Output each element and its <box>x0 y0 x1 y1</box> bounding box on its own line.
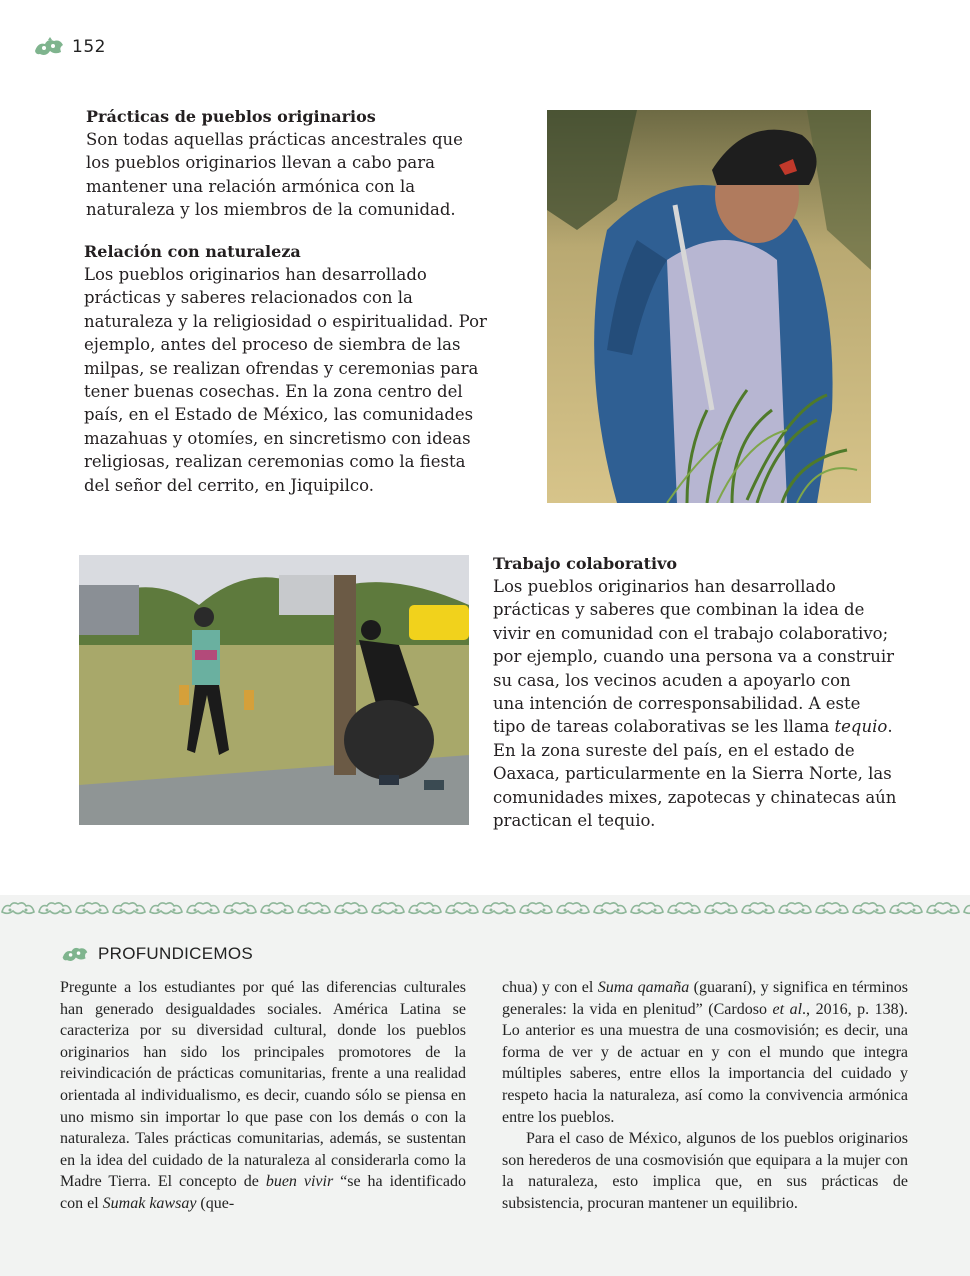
term-et-al: et al <box>772 1000 803 1018</box>
trabajo-line-tequio <box>493 715 913 738</box>
ornament-border <box>0 898 970 920</box>
trabajo-line: vivir en comunidad con el trabajo colaborativo; <box>493 623 889 643</box>
left-paragraph <box>60 977 466 1215</box>
trabajo-section <box>493 552 913 832</box>
trabajo-line: Oaxaca, particularmente en la Sierra Norte, las <box>493 764 892 784</box>
relacion-line: prácticas y saberes relacionados con la <box>84 288 413 308</box>
term-buen-vivir: buen vivir <box>265 1173 334 1191</box>
glyph-ornament-icon <box>60 944 90 964</box>
practicas-heading: Prácticas de pueblos originarios <box>86 107 376 126</box>
relacion-line: mazahuas y otomíes, en sincretismo con ideas <box>84 428 471 448</box>
profundicemos-right-column <box>502 977 908 1215</box>
profundicemos-title <box>60 944 253 964</box>
practicas-section <box>86 105 486 222</box>
trabajo-line: En la zona sureste del país, en el estado de <box>493 740 855 760</box>
text-run: (guaraní), y significa en términos generales: la vida en plenitud” (Cardoso <box>502 979 908 1018</box>
relacion-section <box>84 240 504 497</box>
trabajo-line: su casa, los vecinos acuden a apoyarlo con <box>493 670 851 690</box>
right-paragraph <box>502 977 908 1128</box>
right-paragraph-2: Para el caso de México, algunos de los pueblos originarios son herederos de una cosmovisión que equipara a la mujer con la naturaleza, esto implica que, en sus prácticas de subsistencia, procuran mantener un equilibrio. <box>502 1130 908 1212</box>
profundicemos-label: PROFUNDICEMOS <box>98 944 254 963</box>
trabajo-line: prácticas y saberes que combinan la idea de <box>493 600 865 620</box>
practicas-line: Son todas aquellas prácticas ancestrales que <box>86 130 463 149</box>
trabajo-line: una intención de corresponsabilidad. A este <box>493 694 861 714</box>
relacion-line: del señor del cerrito, en Jiquipilco. <box>84 475 374 495</box>
relacion-line: Los pueblos originarios han desarrollado <box>84 265 427 284</box>
text-run: “se ha identificado con el <box>60 1173 466 1212</box>
text-run: ., 2016, p. 138). Lo anterior es una muestra de una cosmovisión; es decir, una forma de ver y de actuar en y con el mundo que integra múltiples saberes, entre ellos la importancia del cuidado y respeto hacia la naturaleza, así como la convivencia armónica entre los pueblos. <box>502 1000 909 1126</box>
trabajo-line: comunidades mixes, zapotecas y chinatecas aún <box>493 787 897 807</box>
photo-man-pruning <box>547 110 871 503</box>
term-suma-qamana: Suma qamaña <box>597 979 690 996</box>
trabajo-line: por ejemplo, cuando una persona va a construir <box>493 647 894 667</box>
tequio-term: tequio <box>834 717 888 737</box>
trabajo-heading: Trabajo colaborativo <box>493 554 678 573</box>
relacion-line: tener buenas cosechas. En la zona centro del <box>84 382 463 402</box>
trabajo-line: Los pueblos originarios han desarrollado <box>493 577 836 596</box>
practicas-line: mantener una relación armónica con la <box>86 176 416 196</box>
trabajo-line: practican el tequio. <box>493 811 656 831</box>
relacion-line: naturaleza y la religiosidad o espiritualidad. Por <box>84 311 487 331</box>
practicas-line: los pueblos originarios llevan a cabo para <box>86 153 435 173</box>
photo-collecting-trash <box>79 555 469 825</box>
relacion-line: país, en el Estado de México, las comunidades <box>84 405 474 425</box>
relacion-line: milpas, se realizan ofrendas y ceremonias para <box>84 358 479 378</box>
term-sumak-kawsay: Sumak kawsay <box>102 1194 197 1212</box>
relacion-line: religiosas, realizan ceremonias como la fiesta <box>84 452 466 472</box>
practicas-line: naturaleza y los miembros de la comunidad. <box>86 200 456 220</box>
page-number: 152 <box>72 37 106 57</box>
text-run: chua) y con el <box>502 979 598 996</box>
text-run: Pregunte a los estudiantes por qué las diferencias culturales han generado desigualdades sociales. América Latina se caracteriza por su diversidad cultural, donde los pueblos originarios han sido los principales promotores de la reivindicación de prácticas comunitarias, frente a una realidad orientada al individualismo, es decir, cuando sólo se piensa en uno mismo sin importar lo que pase con los demás o con la naturaleza. Tales prácticas comunitarias, además, se sustentan en la idea del cuidado de la naturaleza al considerarla como la Madre Tierra. El concepto de <box>60 979 466 1191</box>
text-run: (que- <box>196 1194 235 1212</box>
trabajo-line-part: . <box>887 717 893 737</box>
relacion-line: ejemplo, antes del proceso de siembra de las <box>84 335 461 355</box>
trabajo-line-part: tipo de tareas colaborativas se les llama <box>493 717 835 737</box>
profundicemos-left-column <box>60 977 466 1215</box>
relacion-heading: Relación con naturaleza <box>84 242 301 261</box>
page-header <box>32 36 106 58</box>
glyph-ornament-icon <box>32 36 66 58</box>
